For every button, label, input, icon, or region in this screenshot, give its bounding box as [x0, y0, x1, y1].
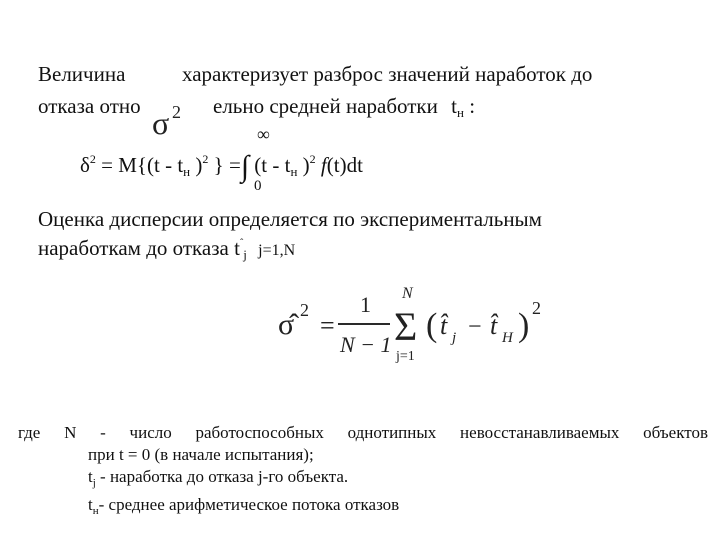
- minus-sign: −: [468, 314, 482, 340]
- colon: :: [469, 94, 476, 118]
- h-sub: H: [502, 330, 513, 346]
- outer-power: 2: [532, 298, 541, 318]
- fraction-denominator: N − 1: [340, 332, 392, 357]
- sum-lower: j=1: [396, 349, 415, 364]
- intro-line-2-right: [213, 96, 475, 119]
- sigma-squared-image: [150, 104, 190, 144]
- f-symbol: f: [320, 153, 327, 177]
- brace-equals: } =: [213, 153, 241, 177]
- estimate-text-1: Оценка дисперсии определяется по экспериментальным: [38, 207, 542, 231]
- expectation-open: = M{(t - t: [101, 153, 184, 177]
- definition-tn: - среднее арифметическое потока отказов: [98, 495, 400, 514]
- j-subscript: j: [243, 247, 247, 262]
- integral-symbol: ∫: [240, 150, 250, 183]
- t-symbol: t: [451, 94, 457, 118]
- tj-symbol: t: [88, 467, 93, 486]
- power-2: 2: [309, 152, 316, 166]
- intro-line-1-left: [38, 64, 125, 85]
- integrand-open: (t - t: [254, 153, 291, 177]
- t-sub-2: н: [290, 164, 298, 179]
- estimate-text-2: наработкам до отказа t: [38, 236, 240, 260]
- t-subscript: н: [456, 105, 464, 120]
- tn-sub: н: [92, 505, 99, 517]
- definitions-block: [18, 422, 708, 522]
- definition-tj: - наработка до отказа j-го объекта.: [95, 467, 349, 486]
- variance-formula: [80, 152, 363, 182]
- paren-close-1: ): [195, 153, 203, 177]
- definition-line-4: [18, 494, 708, 522]
- intro-word-value: Величина: [38, 62, 126, 86]
- definition-line-3: [18, 466, 708, 494]
- definition-line-2: [18, 444, 708, 466]
- hat-mark: ˆ: [239, 238, 244, 249]
- estimate-line-1: [38, 209, 542, 230]
- fraction-numerator: 1: [360, 292, 371, 317]
- intro-text-relative: отказа отно: [38, 94, 141, 118]
- variance-estimate-formula: [272, 284, 562, 374]
- intro-line-2: [38, 96, 141, 117]
- t-sub-1: н: [183, 164, 191, 179]
- sigma-power: 2: [172, 102, 181, 122]
- definition-line-1: [18, 422, 708, 444]
- sigma-hat-power: 2: [300, 300, 309, 320]
- definition-n-cont: при t = 0 (в начале испытания);: [88, 445, 314, 464]
- sigma-symbol: σ: [152, 105, 170, 141]
- index-range: j=1,N: [258, 242, 296, 259]
- intro-text-mean: ельно средней наработки: [213, 94, 438, 118]
- zero-symbol: 0: [254, 178, 262, 194]
- estimate-line-2: [38, 238, 295, 261]
- paren-close: ): [518, 307, 530, 344]
- sum-upper: N: [402, 285, 413, 302]
- equals-sign: =: [320, 311, 335, 340]
- delta-symbol: δ: [80, 153, 90, 177]
- paren-open: (: [426, 307, 438, 344]
- tn-symbol: t: [88, 495, 93, 514]
- paren-close-2: ): [302, 153, 310, 177]
- intro-text-characterizes: характеризует разброс значений наработок до: [182, 62, 593, 86]
- integral-upper-limit: [257, 124, 270, 145]
- t-hat-j: t̂: [440, 311, 448, 340]
- intro-line-1-right: [182, 64, 592, 85]
- power-1: 2: [202, 152, 209, 166]
- infinity-symbol: ∞: [257, 124, 270, 144]
- t-hat-h: t̂: [490, 311, 498, 340]
- j-sub: j: [452, 330, 457, 346]
- sigma-hat: σ̂: [278, 308, 295, 341]
- sum-symbol: Σ: [394, 304, 418, 349]
- definition-n: где N - число работоспособных однотипных невосстанавливаемых объектов: [18, 423, 708, 442]
- delta-power: 2: [89, 152, 96, 166]
- tj-sub: j: [92, 477, 96, 489]
- formula-tail: (t)dt: [326, 153, 363, 177]
